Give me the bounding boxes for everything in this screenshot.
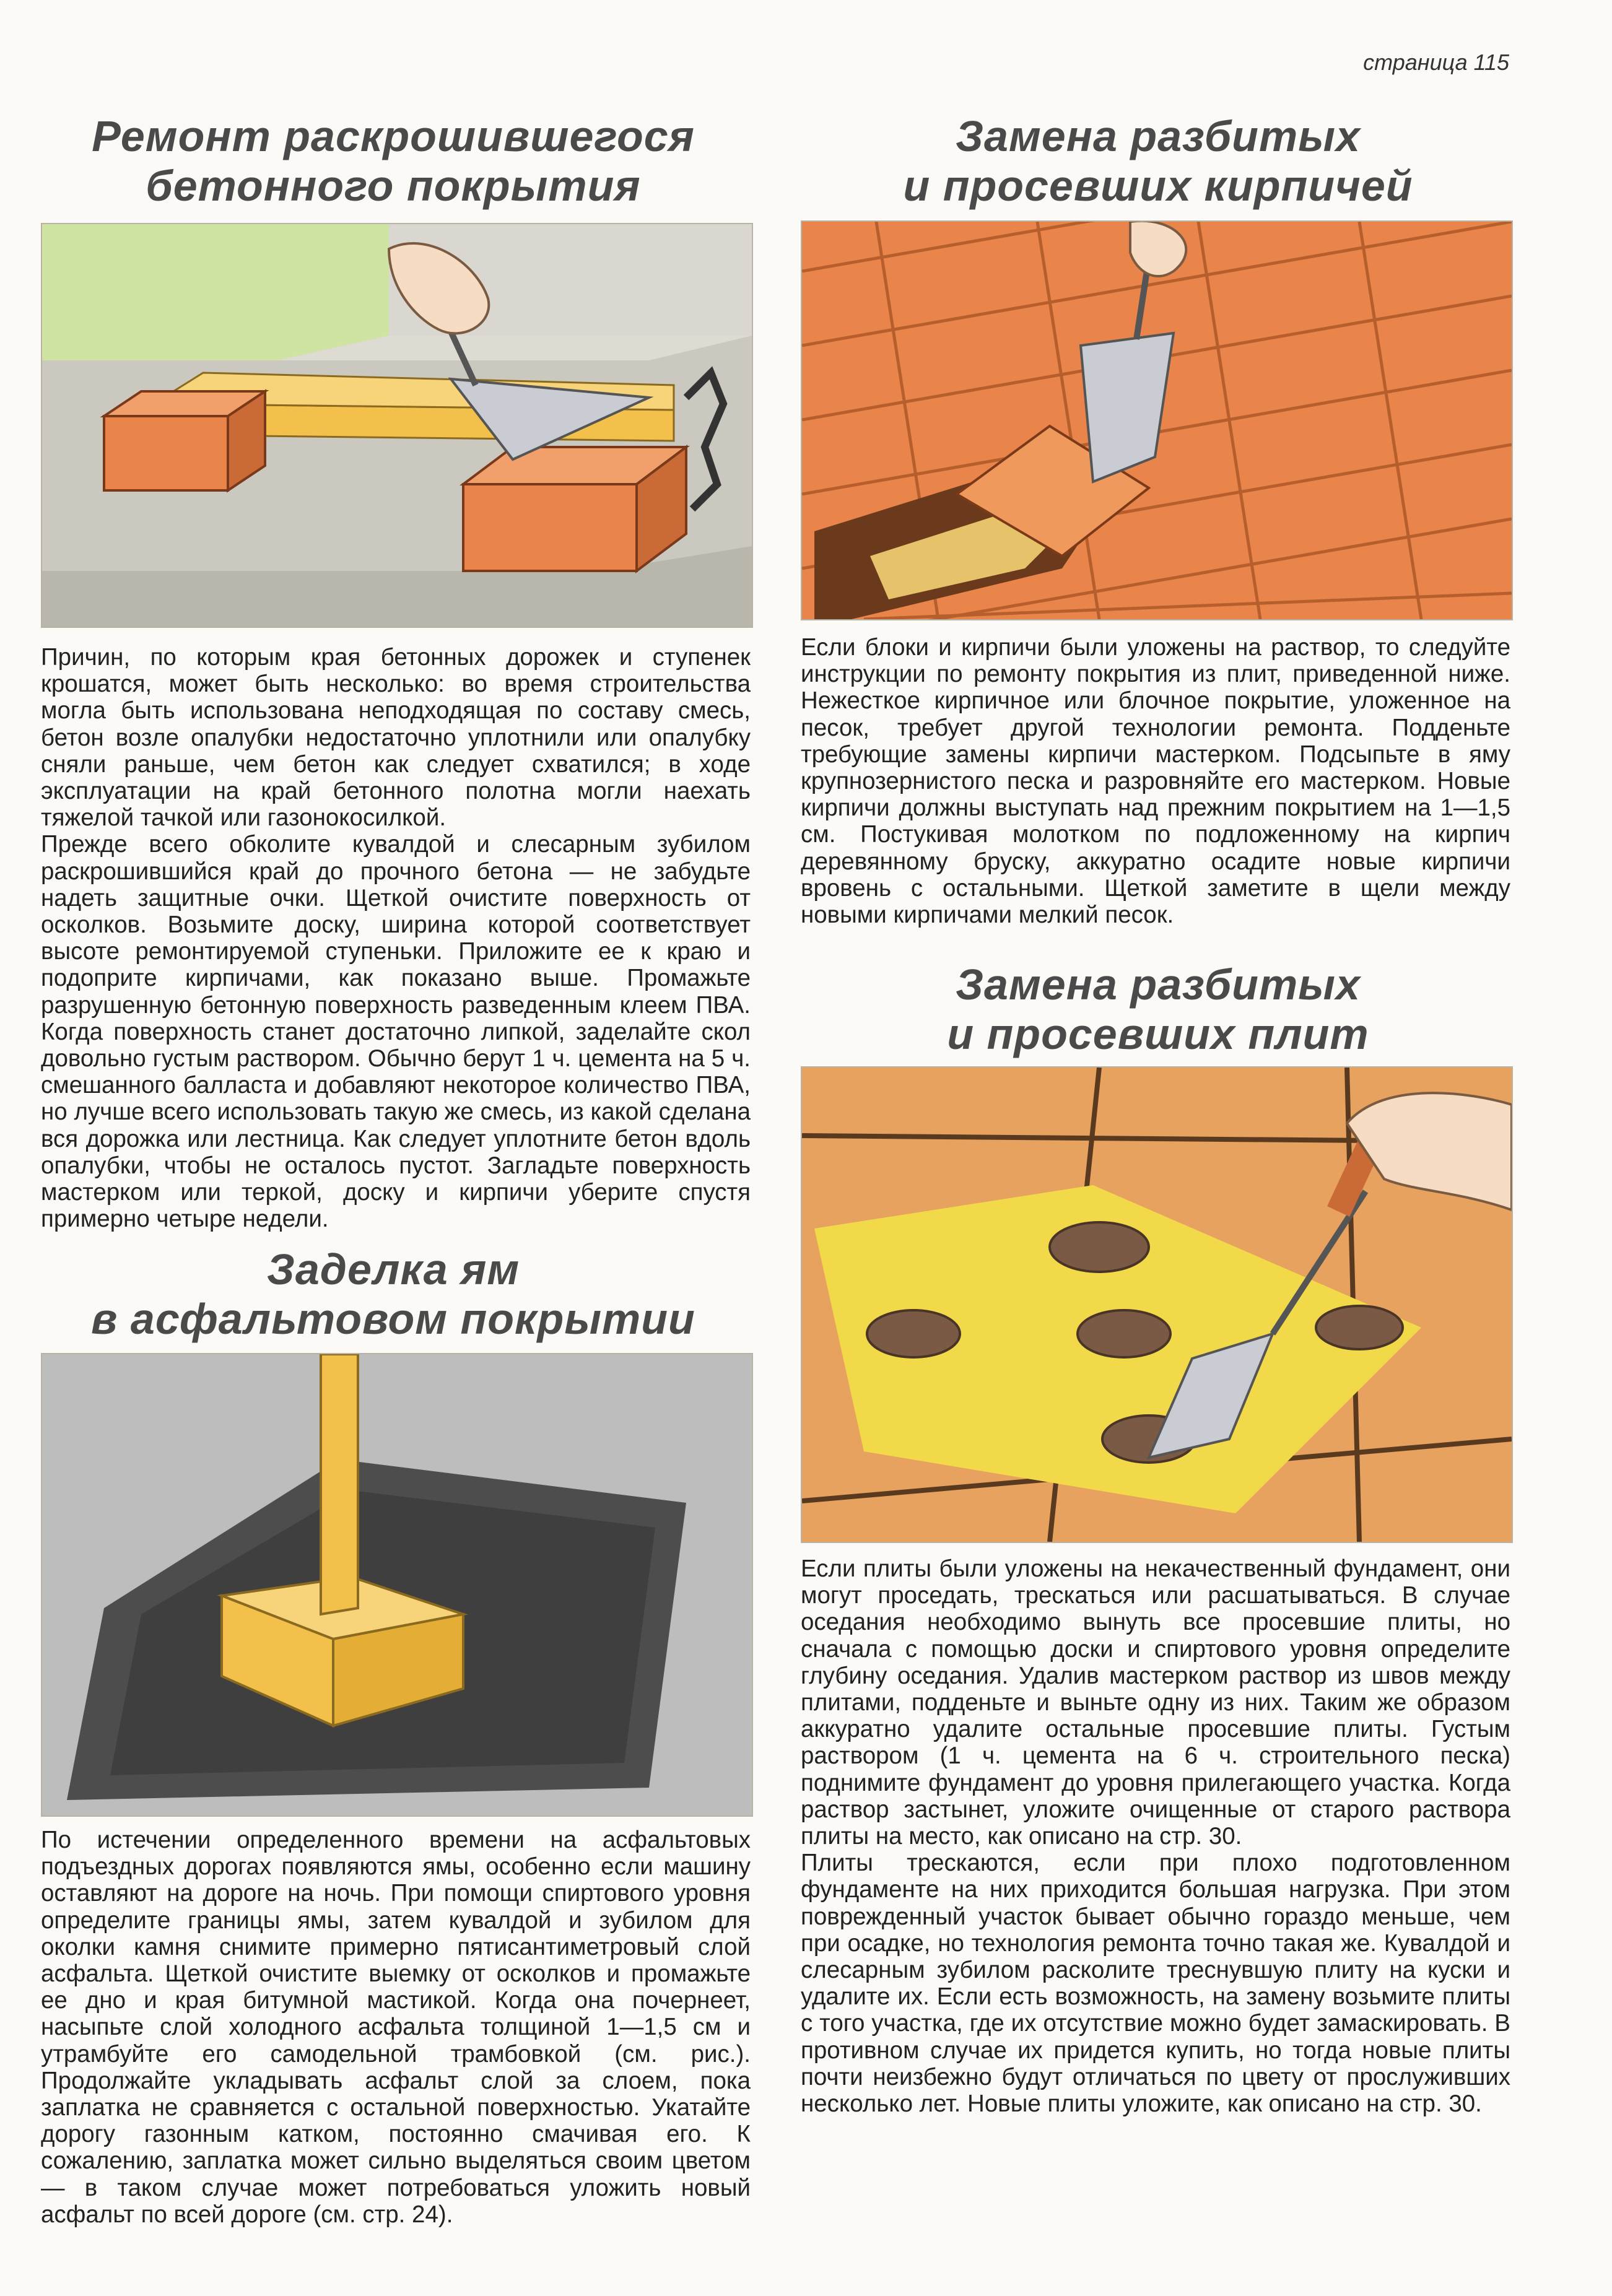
slabs-section-title (799, 960, 1517, 1059)
bricks-paragraph-1: Если блоки и кирпичи были уложены на раствор, то следуйте инструкции по ремонту покрытия из плит, приведенной ниже. Нежесткое кирпичное или блочное покрытие, уложенное на песок, требует другой технологии ремонта. Подденьте требующие замены кирпичи мастерком. Подсыпьте в яму крупнозернистого песка и разровняйте его мастерком. Новые кирпичи должны выступать над прежним покрытием на 1—1,5 см. Постукивая молотком по подложенному на кирпич деревянному бруску, аккуратно осадите новые кирпичи вровень с остальными. Щеткой заметите в щели между новыми кирпичами мелкий песок. (801, 634, 1510, 929)
asphalt-paragraph-1: По истечении определенного времени на асфальтовых подъездных дорогах появляются ямы, особенно если машину оставляют на дороге на ночь. При помощи спиртового уровня определите границы ямы, затем кувалдой и зубилом для околки камня снимите примерно пятисантиметровый слой асфальта. Щеткой очистите выемку от осколков и промажьте ее дно и края битумной мастикой. Когда она почернеет, насыпьте слой холодного асфальта толщиной 1—1,5 см и утрамбуйте его самодельной трамбовкой (см. рис.). Продолжайте укладывать асфальт слой за слоем, пока заплатка не сравняется с остальной поверхностью. Укатайте дорогу газонным катком, постоянно смачивая его. К сожалению, заплатка может сильно выделяться своим цветом — в таком случае может потребоваться уложить новый асфальт по всей дороге (см. стр. 24). (41, 1827, 751, 2228)
slabs-section-text (801, 1555, 1510, 2117)
concrete-paragraph-2: Прежде всего обколите кувалдой и слесарным зубилом раскрошившийся край до прочного бетона — не забудьте надеть защитные очки. Щеткой очистите поверхность от осколков. Возьмите доску, ширина которой соответствует высоте ремонтируемой ступеньки. Приложите ее к краю и подоприте кирпичами, как показано выше. Промажьте разрушенную бетонную поверхность разведенным клеем ПВА. Когда поверхность станет достаточно липкой, заделайте скол довольно густым раствором. Обычно берут 1 ч. цемента на 5 ч. смешанного балласта и добавляют некоторое количество ПВА, но лучше всего использовать такую же смесь, из какой сделана вся дорожка или лестница. Как следует уплотните бетон вдоль опалубки, чтобы не осталось пустот. Загладьте поверхность мастерком или теркой, доску и кирпичи уберите спустя примерно четыре недели. (41, 831, 751, 1233)
asphalt-section-title (37, 1245, 749, 1344)
bricks-section-title (799, 111, 1517, 211)
slabs-title-line1: Замена разбитых (956, 960, 1361, 1009)
concrete-section-title (37, 111, 749, 211)
brick-replacement-illustration (801, 220, 1513, 620)
bricks-title-line1: Замена разбитых (956, 112, 1361, 160)
slabs-paragraph-1: Если плиты были уложены на некачественный фундамент, они могут проседать, трескаться или расшатываться. В случае оседания необходимо вынуть все просевшие плиты, но сначала с помощью доски и спиртового уровня определите глубину оседания. Удалив мастерком раствор из швов между плитами, подденьте и выньте одну из них. Таким же образом аккуратно удалите остальные просевшие плиты. Густым раствором (1 ч. цемента на 6 ч. строительного песка) поднимите фундамент до уровня прилегающего участка. Когда раствор застынет, уложите очищенные от старого раствора плиты на место, как описано на стр. 30. (801, 1555, 1510, 1850)
asphalt-title-line2: в асфальтовом покрытии (91, 1295, 695, 1343)
concrete-title-line2: бетонного покрытия (146, 162, 641, 210)
slabs-paragraph-2: Плиты трескаются, если при плохо подготовленном фундаменте на них приходится большая нагрузка. При этом поврежденный участок бывает обычно гораздо меньше, чем при осадке, но технология ремонта точно такая же. Кувалдой и слесарным зубилом расколите треснувшую плиту на куски и удалите их. Если есть возможность, на замену возьмите плиты с того участка, где их отсутствие можно будет замаскировать. В противном случае их придется купить, но тогда новые плиты почти неизбежно будут отличаться по цвету от прослуживших несколько лет. Новые плиты уложите, как описано на стр. 30. (801, 1850, 1510, 2118)
concrete-step-repair-illustration (41, 223, 753, 628)
slab-replacement-illustration (801, 1066, 1513, 1543)
bricks-section-text (801, 634, 1510, 928)
concrete-title-line1: Ремонт раскрошившегося (92, 112, 695, 160)
asphalt-title-line1: Заделка ям (266, 1245, 520, 1294)
concrete-paragraph-1: Причин, по которым края бетонных дорожек и ступенек крошатся, может быть несколько: во время строительства могла быть использована неподходящая по составу смесь, бетон возле опалубки недостаточно уплотнили или опалубку сняли раньше, чем бетон как следует схватился; в ходе эксплуатации на край бетонного полотна могли наехать тяжелой тачкой или газонокосилкой. (41, 644, 751, 832)
page-number: страница 115 (1363, 50, 1509, 75)
asphalt-section-text (41, 1827, 751, 2228)
asphalt-tamper-illustration (41, 1353, 753, 1817)
concrete-section-text (41, 644, 751, 1232)
slabs-title-line2: и просевших плит (947, 1010, 1369, 1058)
bricks-title-line2: и просевших кирпичей (903, 162, 1413, 210)
